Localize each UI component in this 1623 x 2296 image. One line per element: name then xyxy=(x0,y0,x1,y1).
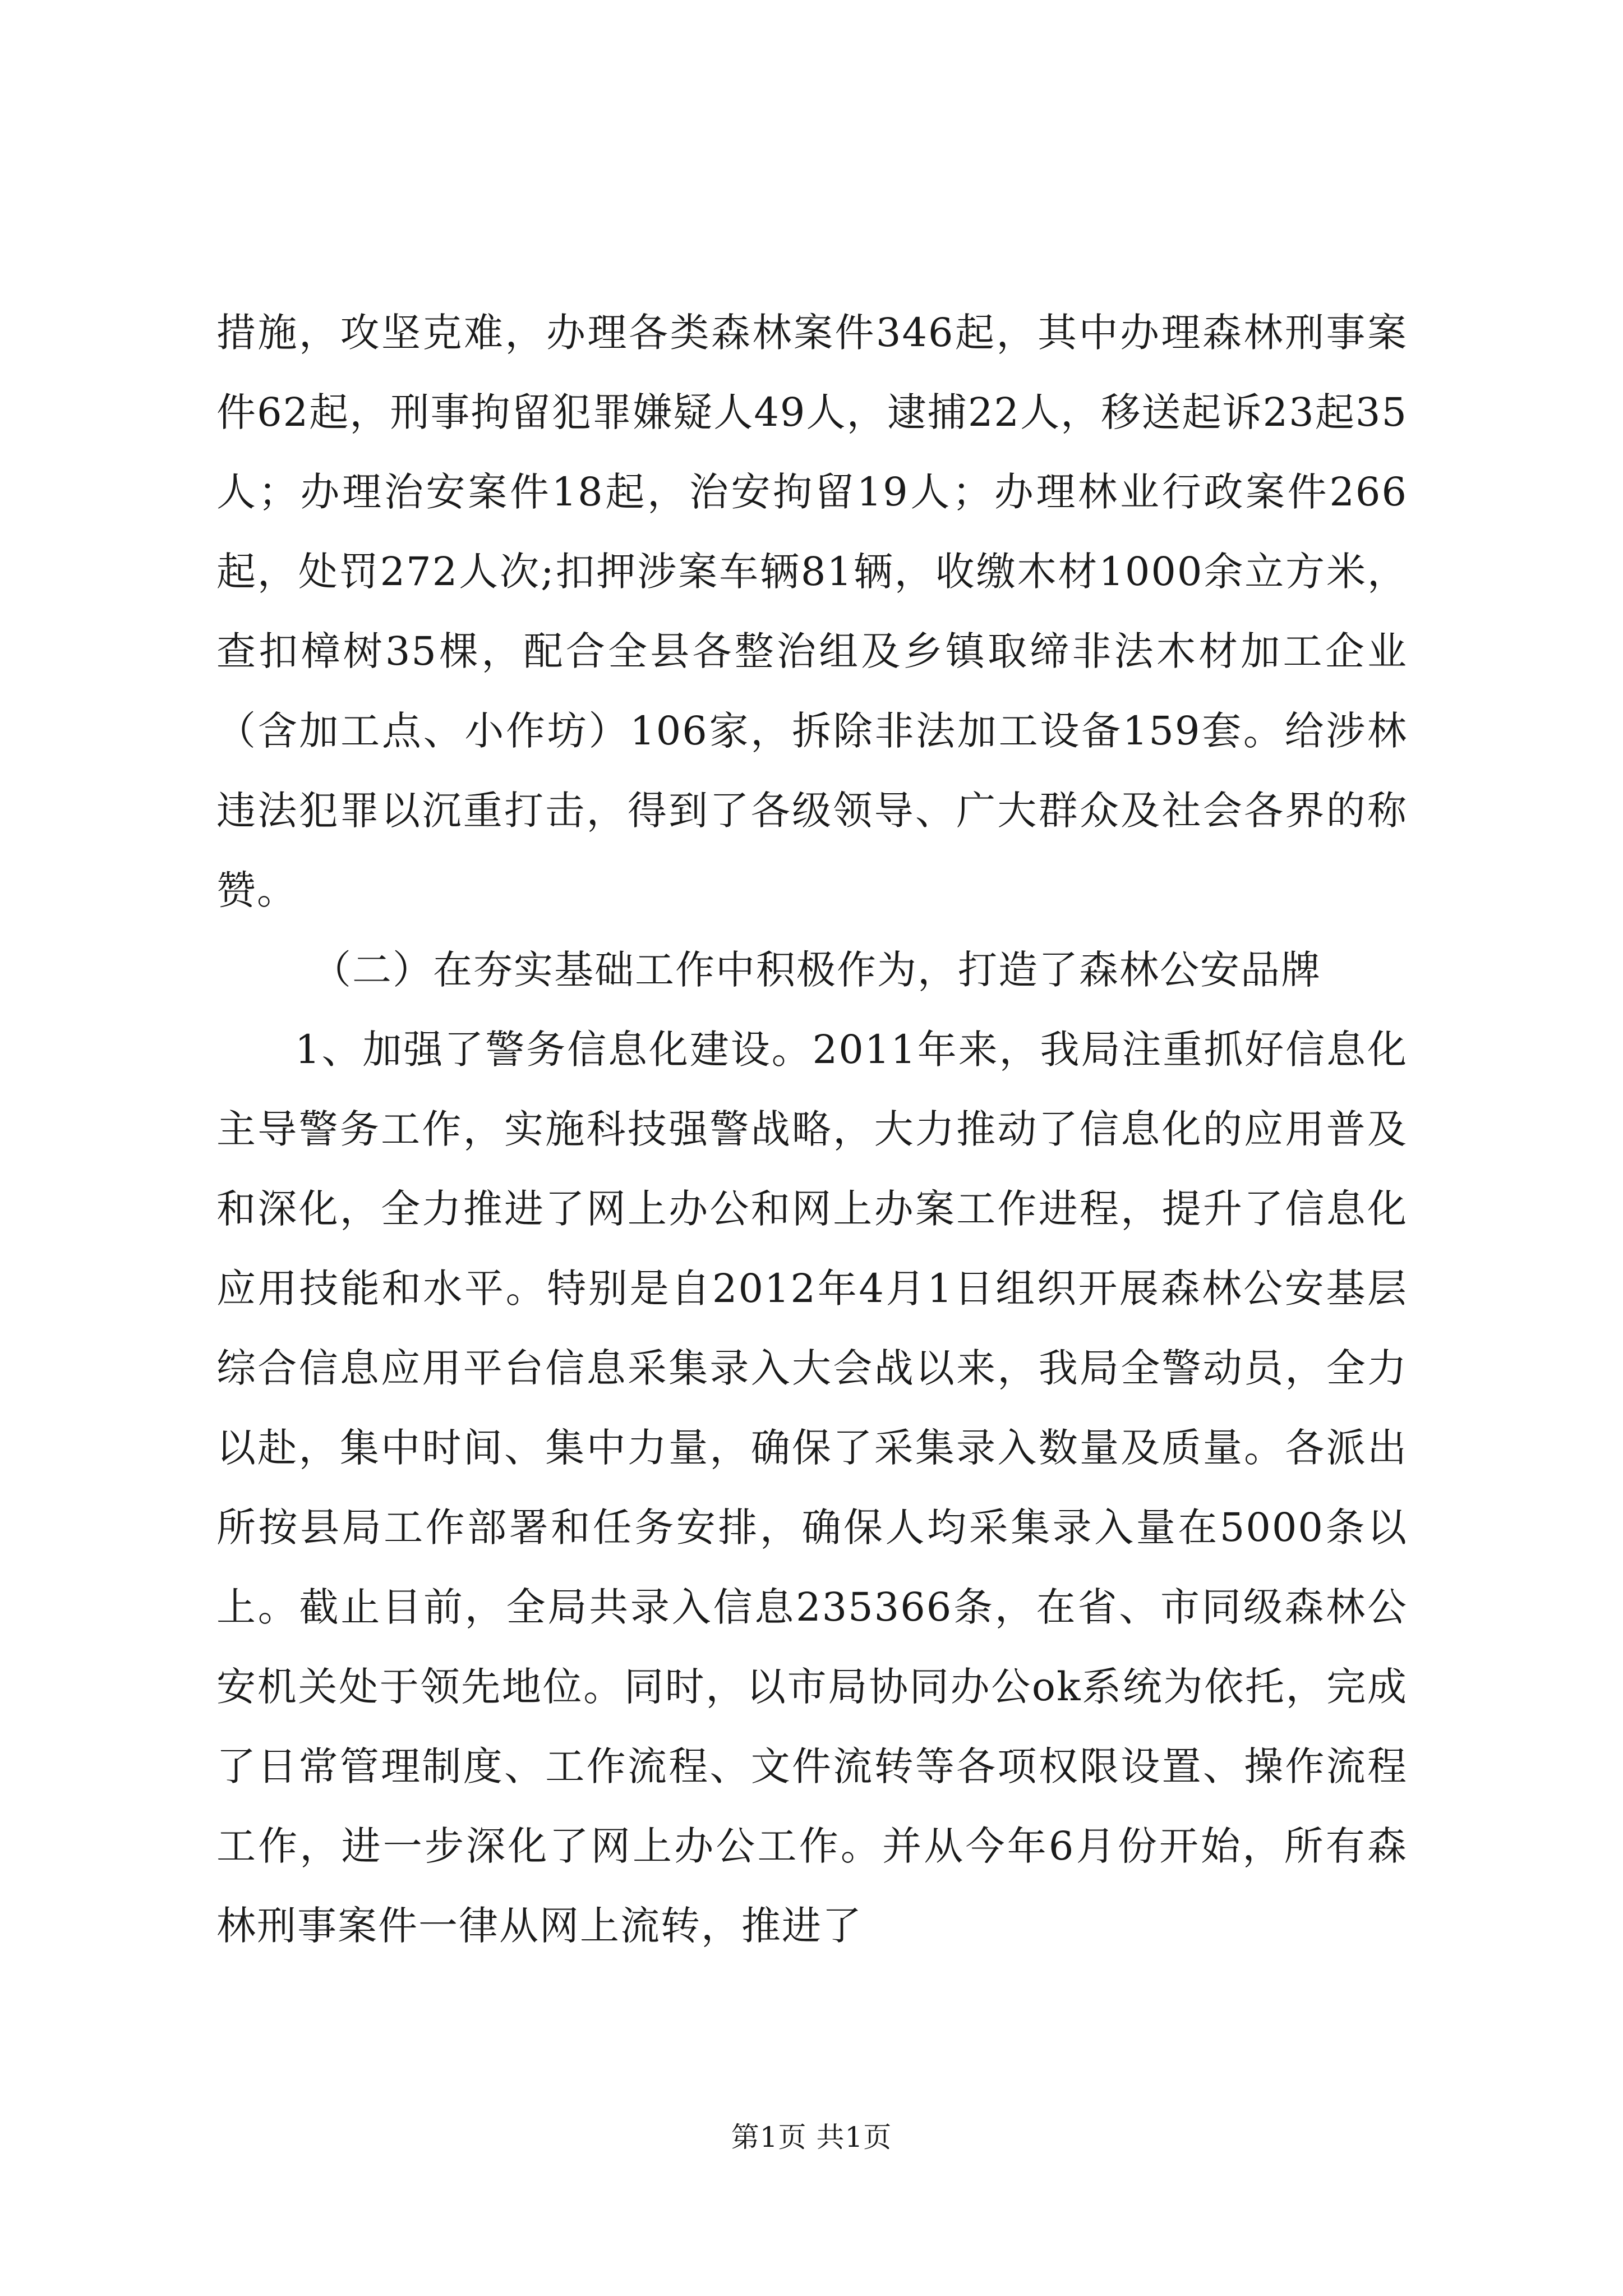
section-heading-foundation-work: （二）在夯实基础工作中积极作为，打造了森林公安品牌 xyxy=(312,947,1321,993)
page-footer: 第1页 共1页 xyxy=(731,2121,892,2154)
paragraph-case-statistics: 措施，攻坚克难，办理各类森林案件346起，其中办理森林刑事案件62起，刑事拘留犯罪嫌疑人49人，逮捕22人，移送起诉23起35人；办理治安案件18起，治安拘留19人；办理林业行政案件266起，处罚272人次;扣押涉案车辆81辆，收缴木材1000余立方米，查扣樟树35棵，配合全县各整治组及乡镇取缔非法木材加工企业（含加工点、小作坊）106家，拆除非法加工设备159套。给涉林违法犯罪以沉重打击，得到了各级领导、广大群众及社会各界的称赞。 xyxy=(216,310,1408,913)
document-body xyxy=(216,293,1408,1966)
paragraph-informatization: 1、加强了警务信息化建设。2011年来，我局注重抓好信息化主导警务工作，实施科技强警战略，大力推动了信息化的应用普及和深化，全力推进了网上办公和网上办案工作进程，提升了信息化应用技能和水平。特别是自2012年4月1日组织开展森林公安基层综合信息应用平台信息采集录入大会战以来，我局全警动员，全力以赴，集中时间、集中力量，确保了采集录入数量及质量。各派出所按县局工作部署和任务安排，确保人均采集录入量在5000条以上。截止目前，全局共录入信息235366条，在省、市同级森林公安机关处于领先地位。同时，以市局协同办公ok系统为依托，完成了日常管理制度、工作流程、文件流转等各项权限设置、操作流程工作，进一步深化了网上办公工作。并从今年6月份开始，所有森林刑事案件一律从网上流转，推进了 xyxy=(216,1027,1408,1949)
